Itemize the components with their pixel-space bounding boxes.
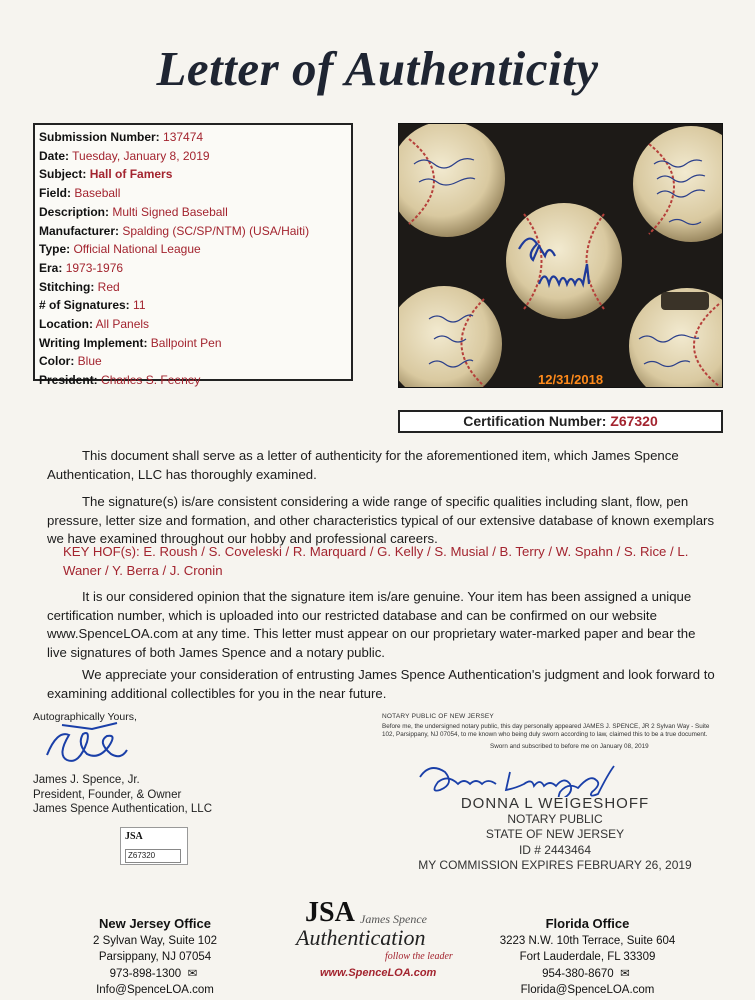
info-row (39, 147, 347, 166)
info-value: Spalding (SC/SP/NTM) (USA/Haiti) (122, 223, 310, 238)
paragraph-1-text: This document shall serve as a letter of authenticity for the aforementioned item, which James Spence Authentication, LLC has thoroughly examined. (47, 448, 679, 482)
info-label: Stitching: (39, 279, 95, 294)
info-label: Location: (39, 317, 93, 332)
fl-office-contact (480, 966, 695, 999)
jsa-logo (290, 893, 470, 988)
info-row (39, 184, 347, 203)
info-row (39, 278, 347, 297)
paragraph-1 (47, 447, 717, 484)
nj-office-contact (55, 966, 255, 999)
info-value: 137474 (163, 130, 204, 144)
baseball-photo (398, 123, 723, 388)
info-value: 1973-1976 (65, 260, 124, 275)
logo-james-spence-text: James Spence (360, 912, 427, 926)
info-label: Color: (39, 354, 75, 369)
notary-heading: NOTARY PUBLIC OF NEW JERSEY (382, 713, 494, 720)
nj-office (55, 916, 255, 999)
info-label: Type: (39, 242, 71, 257)
info-value: Blue (77, 354, 102, 369)
photo-datestamp: 12/31/2018 (538, 372, 604, 387)
signer-name: James J. Spence, Jr. (33, 774, 140, 786)
info-value: Ballpoint Pen (150, 335, 222, 350)
logo-website-text: www.SpenceLOA.com (320, 967, 437, 979)
nj-office-heading: New Jersey Office (98, 916, 211, 931)
closing-salutation: Autographically Yours, (33, 711, 137, 723)
info-label: Field: (39, 186, 71, 201)
logo-jsa-text: JSA (305, 897, 355, 928)
info-value: Official National League (73, 242, 201, 257)
notary-title: NOTARY PUBLIC (507, 811, 603, 826)
jsa-hologram-sticker (120, 827, 188, 865)
fl-phone: 954-380-8670 (542, 967, 614, 980)
notary-stamp (405, 796, 705, 874)
info-label: Era: (39, 260, 63, 275)
fl-office-address-1: 3223 N.W. 10th Terrace, Suite 604 (499, 934, 676, 947)
logo-authentication-text: Authentication (296, 925, 426, 950)
fl-office-address-2: Fort Lauderdale, FL 33309 (519, 951, 656, 963)
notary-sworn: Sworn and subscribed to before me on January 08, 2019 (490, 743, 649, 750)
info-value: Tuesday, January 8, 2019 (72, 148, 210, 163)
nj-email: Info@SpenceLOA.com (96, 984, 214, 996)
info-value: Red (97, 279, 120, 294)
nj-office-address-2: Parsippany, NJ 07054 (98, 951, 212, 963)
info-value: Charles S. Feeney (101, 373, 201, 388)
info-row (39, 352, 347, 371)
notary-name: DONNA L WEIGESHOFF (460, 795, 650, 812)
nj-office-address-1: 2 Sylvan Way, Suite 102 (92, 934, 217, 947)
paragraph-2-text: The signature(s) is/are consistent considering a wide range of specific qualities including slant, flow, pen pressure, letter size and formation, and other characteristics typical of our extensive database of known exemplars we have examined throughout our hobby and professional careers. (47, 494, 715, 546)
paragraph-4 (47, 666, 717, 703)
info-label: # of Signatures: (39, 298, 130, 313)
key-hof-list: KEY HOF(s): E. Roush / S. Coveleski / R. Marquard / G. Kelly / S. Musial / B. Terry / W. Spahn / S. Rice / L. Waner / Y. Berra / J. Cronin (63, 544, 689, 578)
info-row (39, 259, 347, 278)
signer-role: President, Founder, & Owner (33, 788, 182, 801)
fl-email: Florida@SpenceLOA.com (520, 984, 655, 996)
info-label: Manufacturer: (39, 223, 120, 238)
info-value: Hall of Famers (89, 167, 173, 182)
paragraph-4-text: We appreciate your consideration of entrusting James Spence Authentication's judgment and look forward to examining additional collectibles for you in the near future. (47, 667, 715, 701)
signer-company: James Spence Authentication, LLC (33, 803, 213, 815)
info-row (39, 315, 347, 334)
info-value: 11 (133, 298, 146, 313)
info-label: Submission Number: (39, 130, 160, 144)
info-row (39, 334, 347, 353)
info-label: Description: (39, 204, 110, 219)
info-row (39, 222, 347, 241)
info-row (39, 203, 347, 222)
certification-box (398, 410, 723, 433)
fl-office-heading: Florida Office (545, 916, 630, 931)
info-label: Date: (39, 148, 70, 163)
item-details-box (33, 123, 353, 388)
info-row (39, 296, 347, 315)
sticker-number: Z67320 (125, 849, 181, 863)
logo-tagline-text: follow the leader (385, 951, 453, 962)
info-value: Baseball (74, 186, 121, 201)
notary-statement: Before me, the undersigned notary public, this day personally appeared JAMES J. SPENCE, JR 2 Sylvan Way - Suite 102, Parsippany, NJ 07054, to me known who being duly sworn according to law, claimed this to be a true document. (382, 723, 710, 738)
info-label: Writing Implement: (39, 335, 148, 350)
paragraph-3 (47, 588, 717, 662)
fl-office (480, 916, 695, 999)
paragraph-3-text: It is our considered opinion that the signature item is/are genuine. Your item has been assigned a unique certification number, which is uploaded into our restricted database and can be confirmed on our website www.SpenceLOA.com at any time. This letter must appear on our proprietary water-marked paper and bear the live signatures of both James Spence and a notary public. (47, 589, 696, 660)
sticker-logo: JSA (125, 831, 143, 842)
spence-signature (42, 715, 132, 778)
cert-label: Certification Number: (463, 413, 607, 429)
info-row (39, 371, 347, 390)
info-label: President: (39, 373, 98, 388)
info-row (39, 128, 347, 147)
paragraph-2 (47, 493, 717, 549)
info-row (39, 165, 347, 184)
notary-expiry: MY COMMISSION EXPIRES FEBRUARY 26, 2019 (418, 858, 692, 872)
spence-signature-block (33, 773, 212, 817)
page-title: Letter of Authenticity (156, 41, 599, 96)
info-value: All Panels (95, 317, 150, 332)
cert-number: Z67320 (610, 413, 658, 429)
notary-state: STATE OF NEW JERSEY (485, 827, 625, 841)
info-value: Multi Signed Baseball (112, 204, 228, 219)
info-row (39, 240, 347, 259)
nj-phone: 973-898-1300 (109, 967, 182, 980)
email-icon: ✉ (184, 967, 201, 980)
info-label: Subject: (39, 167, 87, 182)
email-icon: ✉ (616, 967, 633, 980)
notary-id: ID # 2443464 (518, 842, 592, 857)
